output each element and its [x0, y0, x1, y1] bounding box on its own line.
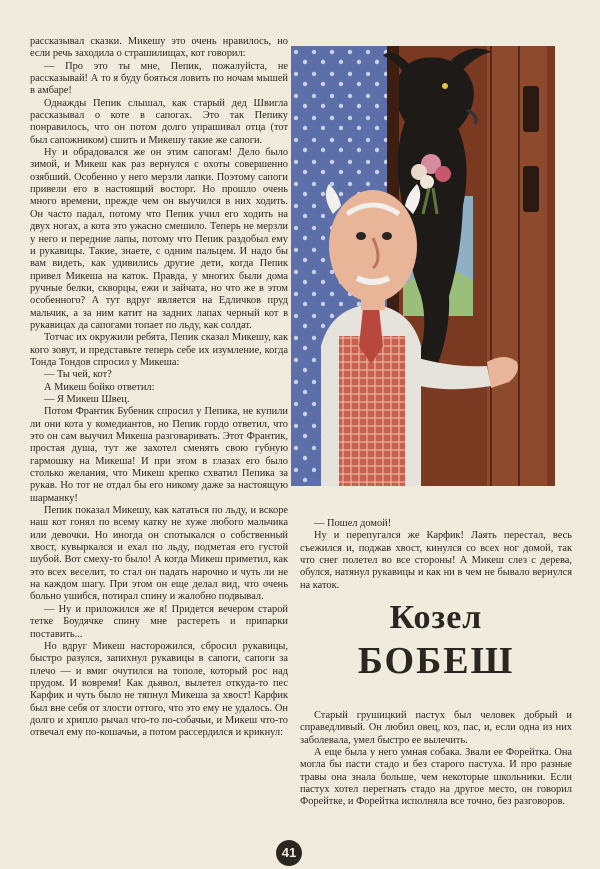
- old-man-and-goat-illustration: [291, 46, 555, 486]
- paragraph: — Ты чей, кот?: [44, 369, 112, 381]
- paragraph: рассказывал сказки. Микешу это очень нравилось, но если речь заходила о страшилищах, кот говорил:: [30, 36, 288, 60]
- paragraph: Потом Франтик Бубеник спросил у Пепика, не купили ли они кота у комедиантов, но Пепик гордо ответил, что это он сам выучил Микеша разговаривать. Этот Франтик, простая душа, тут же захотел сменять свою губную гармошку на Микеша! И при этом в глазах его было столько желания, что Микеш крепко схватил Пепика за рукав. Но тот не отдал бы его никому даже за настоящую шарманку!: [30, 406, 288, 504]
- paragraph: Пепик показал Микешу, как кататься по льду, и вскоре наш кот гонял по всему катку не хуже любого мальчика или девочки. Но иногда он спотыкался о собственный хвост, кувыркался и ехал по льду, подметая его густой шубой. Вот смеху-то было! А когда Микеш приметил, как это всех веселит, то стал он падать нарочно и чуть ли не на каждом шагу. При этом он еще делал вид, что очень больно ушибся, потирал спину и жалобно подвывал.: [30, 505, 288, 603]
- story-title-line2: БОБЕШ: [357, 640, 515, 682]
- paragraph: Однажды Пепик слышал, как старый дед Швигла рассказывал о коте в сапогах. Это так Пепику понравилось, что он потом долго упрашивал отца (тот был сапожником) сшить и Микешу такие же сапоги.: [30, 97, 288, 146]
- paragraph: Ну и обрадовался же он этим сапогам! Дело было зимой, и Микеш как раз вернулся с охоты совершенно озябший. Особенно у него мерзли лапки. Поэтому сапоги привели его в настоящий восторг. Но прошло очень много времени, прежде чем он выучился в них ходить. Он часто падал, потому что Пепик учил его ходить на двух ногах, а кота это ужасно смешило. Теперь не мерзли у него и передние лапы, потому что Пепик раздобыл ему и рукавицы. Такие, знаете, с одним пальцем. И надо бы вам видеть, как удивились другие дети, когда Пепик привел Микеша на каток. Правда, у многих были дома ручные белки, скворцы, ежи и зайчата, но что же в этом особенного? А тут вдруг является на Едличков пруд мальчик, а за ним катит на задних лапах черный кот в рукавицах да сапогами топает по льду, как солдат.: [30, 147, 288, 331]
- paragraph: Ну и перепугался же Карфик! Лаять перестал, весь съежился и, поджав хвост, кинулся со всех ног домой, так что снег полетел во все стороны! А Микеш слез с дерева, обулся, натянул рукавицы и как ни в чем не бывало вернулся на каток.: [300, 530, 572, 591]
- paragraph: А Микеш бойко ответил:: [44, 381, 155, 393]
- page-number: 41: [276, 840, 302, 866]
- paragraph: — Ну и приложился же я! Придется вечером старой тетке Боудячке спину мне растереть и припарки поставить...: [30, 603, 288, 640]
- right-text-bottom: [300, 710, 572, 809]
- left-text-column: [30, 36, 288, 740]
- story-title-line1: Козел: [389, 599, 483, 636]
- paragraph: — Я Микеш Швец.: [44, 393, 130, 405]
- right-text-top: [300, 518, 572, 592]
- paragraph: Тотчас их окружили ребята, Пепик сказал Микешу, как кого зовут, и представьте теперь себе их изумление, когда Тонда Тондов спросил у Микеша:: [30, 332, 288, 368]
- paragraph: А еще была у него умная собака. Звали ее Форейтка. Она могла бы пасти стадо и без старого пастуха. И про разные травы она знала больше, чем некоторые школьники. Если пастух хотел перегнать стадо на другое место, он говорил Форейтке, и Форейтка исполняла все точно, без разговоров.: [300, 747, 572, 808]
- paragraph: — Про это ты мне, Пепик, пожалуйста, не рассказывай! А то я буду бояться ловить по ночам мышей в амбаре!: [30, 60, 288, 97]
- paragraph: Но вдруг Микеш насторожился, сбросил рукавицы, быстро разулся, запихнул рукавицы в сапоги, сапоги за плечо — и вмиг очутился на тополе, который рос над прудом. И вовремя! Как дьявол, вылетел откуда-то пес Карфик и чуть было не тяпнул Микеша за хвост! Карфик был вне себя от злости оттого, что это ему не удалось. Он долго и хрипло рычал что-то по-собачьи, и Микеш что-то отвечал ему по-кошачьи, а потом рассердился и крикнул:: [30, 640, 288, 739]
- paragraph: — Пошел домой!: [314, 518, 392, 529]
- paragraph: Старый грушицкий пастух был человек добрый и справедливый. Он любил овец, коз, пас, и, если одна из них заболевала, умел быстро ее вылечить.: [300, 710, 572, 746]
